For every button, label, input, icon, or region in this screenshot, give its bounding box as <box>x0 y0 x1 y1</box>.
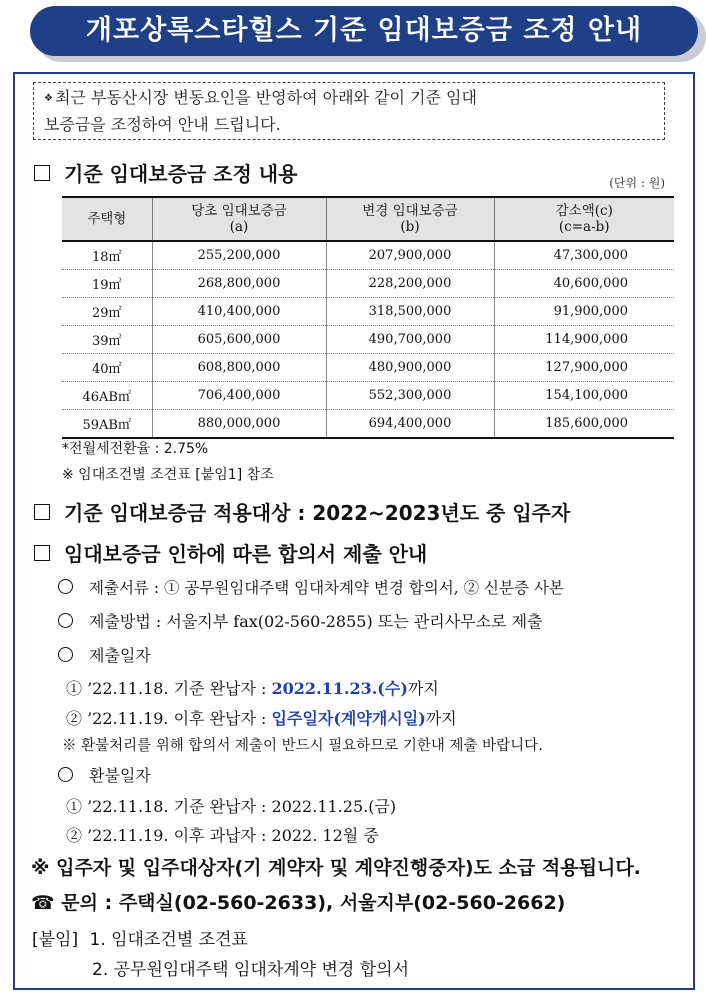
submit-date-title: 제출일자 <box>89 646 151 665</box>
cell-decrease: 185,600,000 <box>494 410 674 439</box>
cell-decrease: 127,900,000 <box>494 354 674 382</box>
cell-changed: 480,900,000 <box>326 354 494 382</box>
attachment-item-1: 1. 임대조건별 조견표 <box>89 930 248 950</box>
table-row <box>62 326 674 354</box>
cell-decrease: 154,100,000 <box>494 382 674 410</box>
circle-bullet-icon <box>58 767 73 782</box>
attachment-item-2: 2. 공무원임대주택 임대차계약 변경 합의서 <box>92 960 410 980</box>
section-adjustment-heading <box>34 158 297 187</box>
cell-decrease: 91,900,000 <box>494 298 674 326</box>
circle-bullet-icon <box>58 647 73 662</box>
submit-docs-item <box>58 576 564 598</box>
cell-original: 255,200,000 <box>152 241 326 270</box>
cell-type: 19㎡ <box>62 270 152 298</box>
notice-line-1: 최근 부동산시장 변동요인을 반영하여 아래와 같이 기준 임대 <box>54 88 477 107</box>
cell-changed: 490,700,000 <box>326 326 494 354</box>
contact-line: ☎ 문의 : 주택실(02-560-2633), 서울지부(02-560-2662) <box>31 892 566 914</box>
cell-type: 39㎡ <box>62 326 152 354</box>
section-submit-heading <box>34 538 427 567</box>
submit-date-2: ② ’22.11.19. 이후 완납자 : 입주일자(계약개시일)까지 <box>66 709 457 728</box>
cell-changed: 228,200,000 <box>326 270 494 298</box>
submit-method-item <box>58 609 543 632</box>
cell-original: 410,400,000 <box>152 298 326 326</box>
section-adjustment-title: 기준 임대보증금 조정 내용 <box>64 162 298 186</box>
table-header-row <box>62 197 674 241</box>
submit-warning: ※ 환불처리를 위해 합의서 제출이 반드시 필요하므로 기한내 제출 바랍니다. <box>62 738 543 754</box>
cell-type: 46AB㎡ <box>62 382 152 410</box>
header-changed: 변경 임대보증금 (b) <box>326 197 494 241</box>
cell-changed: 318,500,000 <box>326 298 494 326</box>
unit-label: (단위 : 원) <box>609 176 665 190</box>
table-row <box>62 382 674 410</box>
refund-date-2: ② ’22.11.19. 이후 과납자 : 2022. 12월 중 <box>66 826 379 845</box>
cell-original: 605,600,000 <box>152 326 326 354</box>
cell-original: 608,800,000 <box>152 354 326 382</box>
reference-note: ※ 임대조건별 조견표 [붙임1] 참조 <box>62 467 274 483</box>
cell-type: 18㎡ <box>62 241 152 270</box>
attachment-label: [붙임] <box>32 930 79 950</box>
cell-decrease: 114,900,000 <box>494 326 674 354</box>
table-row <box>62 298 674 326</box>
diamond-bullet-icon: ❖ <box>44 93 53 104</box>
checkbox-square-icon <box>34 545 50 561</box>
cell-changed: 552,300,000 <box>326 382 494 410</box>
notice-line-2: 보증금을 조정하여 안내 드립니다. <box>44 115 281 134</box>
cell-type: 59AB㎡ <box>62 410 152 439</box>
cell-type: 40㎡ <box>62 354 152 382</box>
checkbox-square-icon <box>34 504 50 520</box>
checkbox-square-icon <box>34 165 50 181</box>
cell-original: 706,400,000 <box>152 382 326 410</box>
intro-notice <box>33 82 665 140</box>
title-banner: 개포상록스타힐스 기준 임대보증금 조정 안내 <box>30 6 698 56</box>
submit-date-item <box>58 643 151 666</box>
submit-date-1: ① ’22.11.18. 기준 완납자 : 2022.11.23.(수)까지 <box>66 679 439 698</box>
circle-bullet-icon <box>58 613 73 628</box>
deposit-table <box>62 196 674 439</box>
cell-type: 29㎡ <box>62 298 152 326</box>
submit-deadline-2: 입주일자(계약개시일) <box>271 709 426 728</box>
attachment-1 <box>32 925 248 950</box>
table-row <box>62 410 674 439</box>
section-submit-title: 임대보증금 인하에 따른 합의서 제출 안내 <box>64 542 428 566</box>
retroactive-note: ※ 입주자 및 입주대상자(기 계약자 및 계약진행중자)도 소급 적용됩니다. <box>31 857 641 879</box>
cell-decrease: 40,600,000 <box>494 270 674 298</box>
submit-docs-text: 제출서류 : ① 공무원임대주택 임대차계약 변경 합의서, ② 신분증 사본 <box>89 579 564 597</box>
table-row <box>62 270 674 298</box>
refund-date-1: ① ’22.11.18. 기준 완납자 : 2022.11.25.(금) <box>66 797 397 816</box>
header-decrease: 감소액(c) (c=a-b) <box>494 197 674 241</box>
table-row <box>62 354 674 382</box>
section-target-title: 기준 임대보증금 적용대상 : 2022~2023년도 중 입주자 <box>64 501 571 525</box>
cell-changed: 694,400,000 <box>326 410 494 439</box>
refund-date-title: 환불일자 <box>89 766 151 785</box>
cell-decrease: 47,300,000 <box>494 241 674 270</box>
section-target-heading <box>34 497 570 526</box>
refund-date-item <box>58 763 151 786</box>
cell-original: 880,000,000 <box>152 410 326 439</box>
submit-deadline-1: 2022.11.23.(수) <box>271 679 408 698</box>
header-original: 당초 임대보증금 (a) <box>152 197 326 241</box>
conversion-rate-note: *전월세전환율 : 2.75% <box>62 441 209 457</box>
table-row <box>62 241 674 270</box>
circle-bullet-icon <box>58 579 73 594</box>
cell-original: 268,800,000 <box>152 270 326 298</box>
header-type: 주택형 <box>62 197 152 241</box>
cell-changed: 207,900,000 <box>326 241 494 270</box>
submit-method-text: 제출방법 : 서울지부 fax(02-560-2855) 또는 관리사무소로 제출 <box>89 612 543 631</box>
